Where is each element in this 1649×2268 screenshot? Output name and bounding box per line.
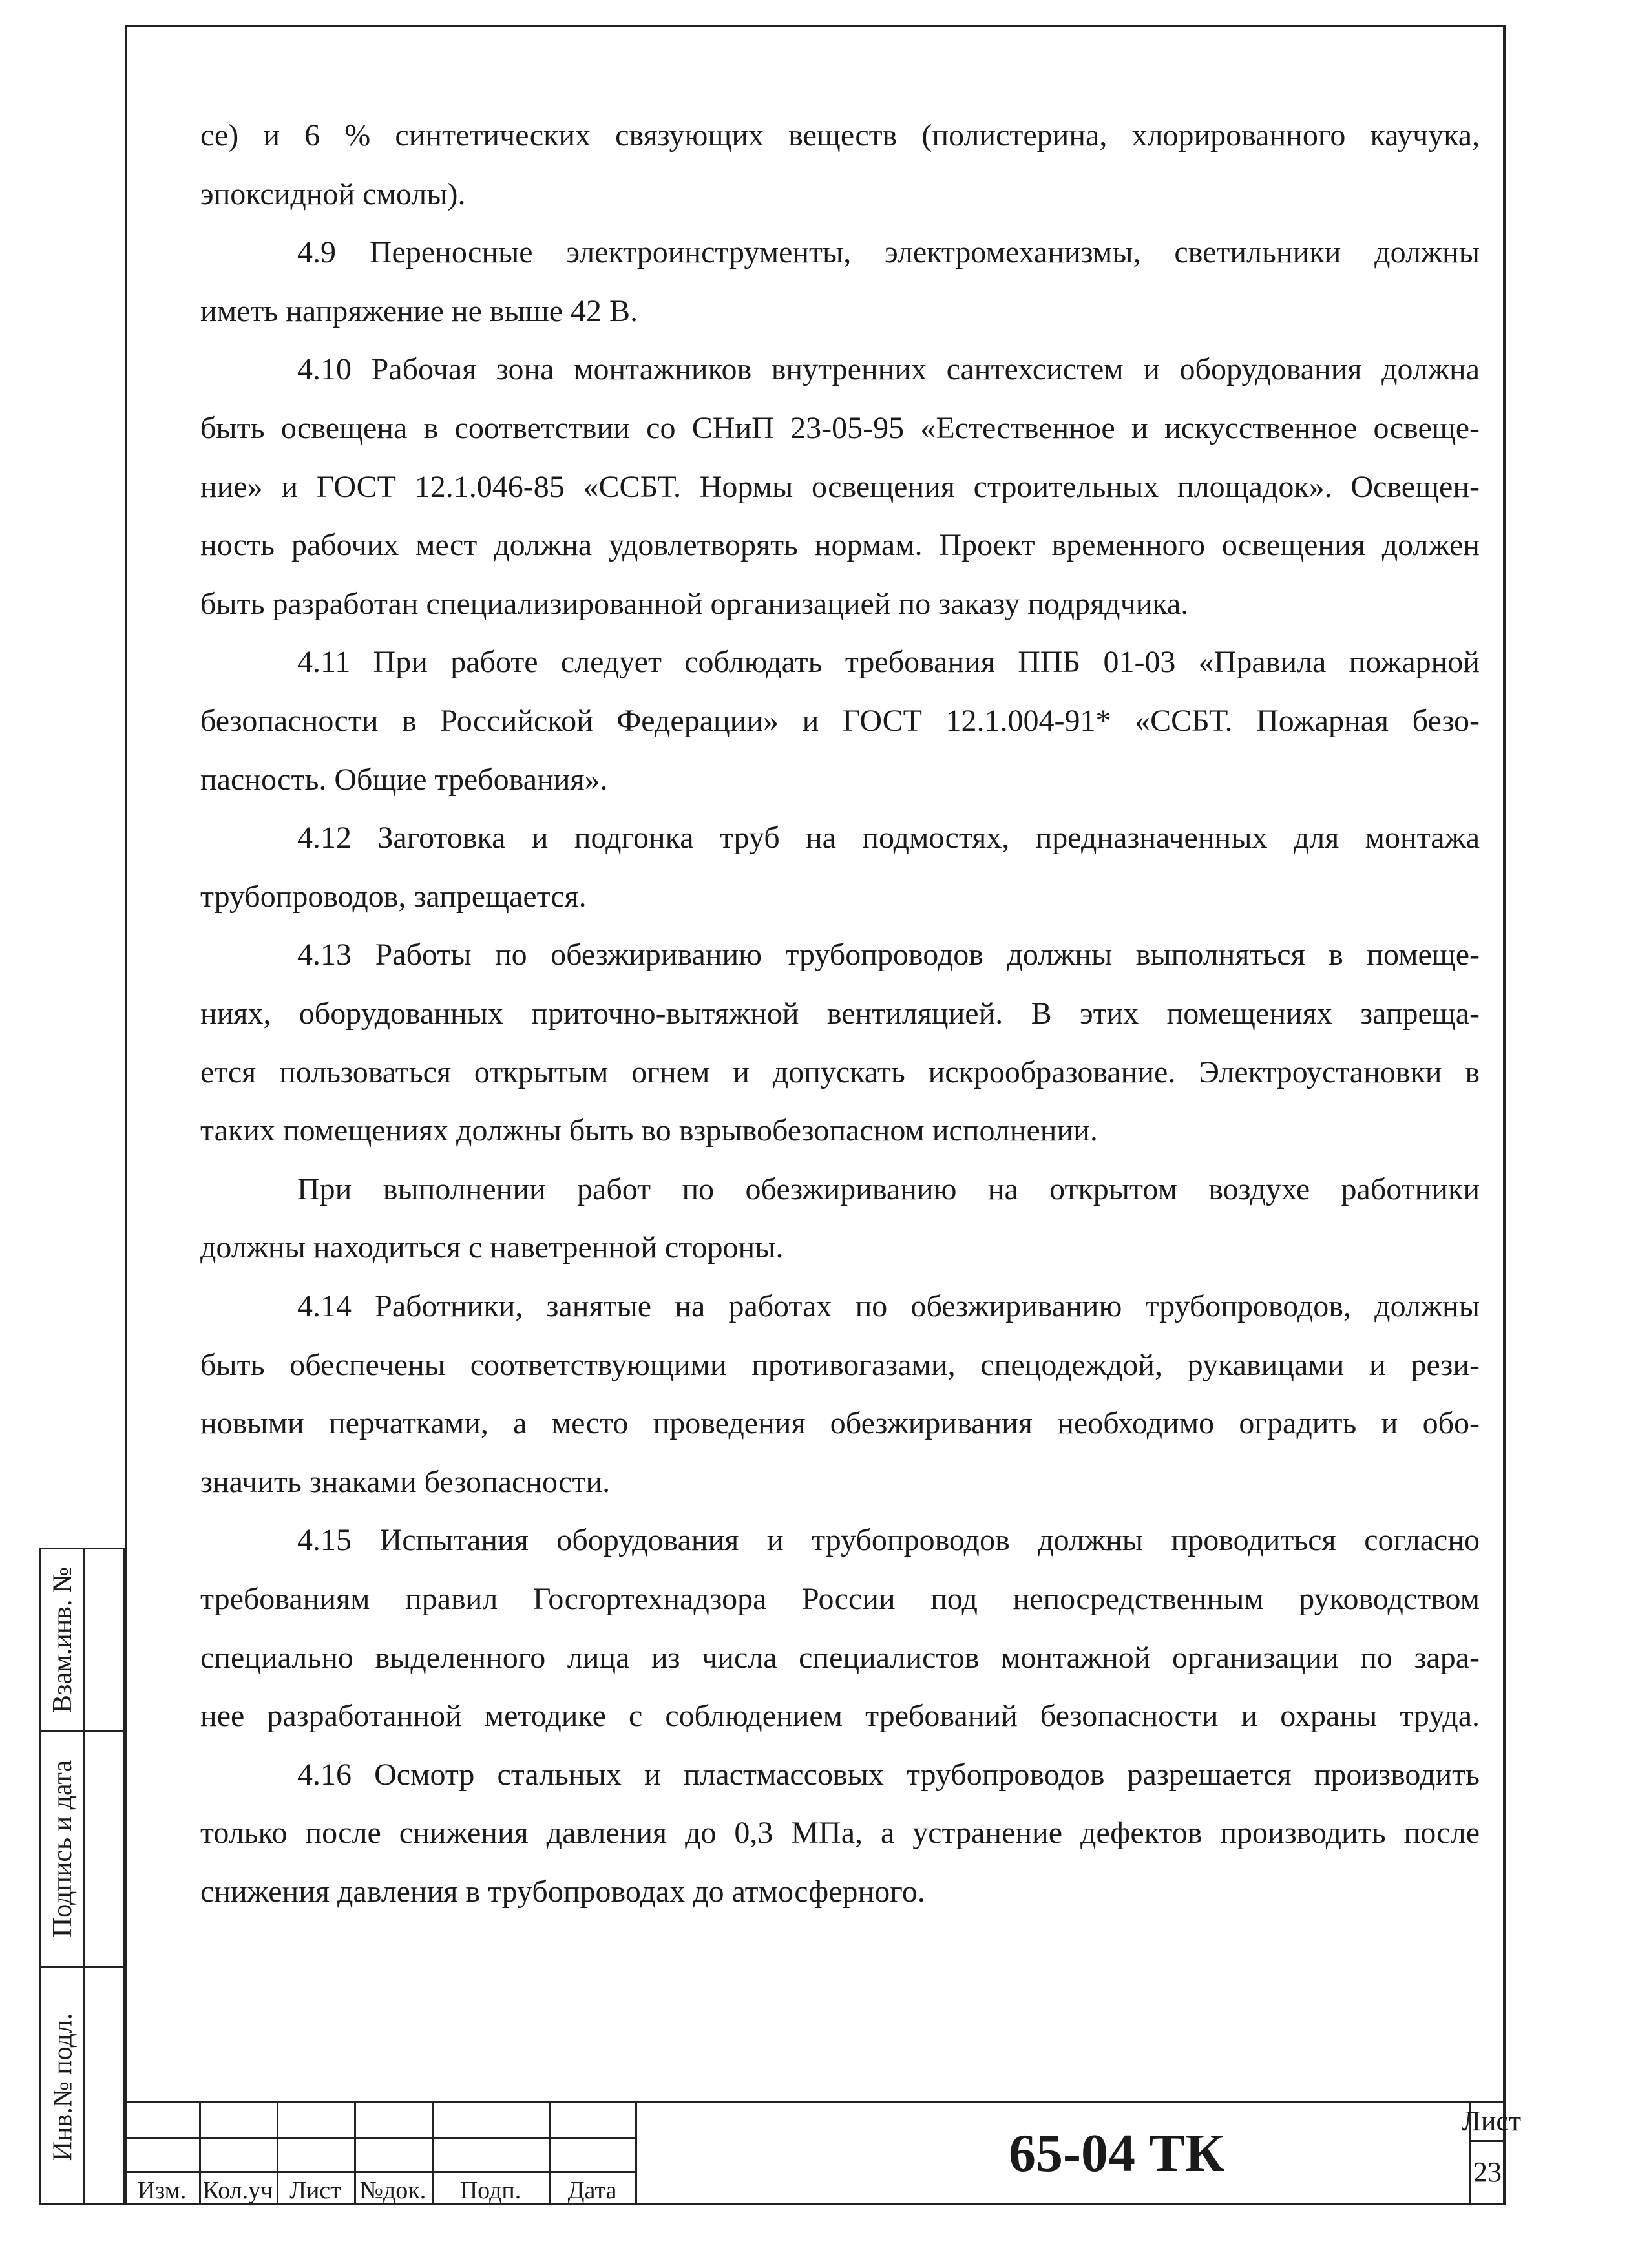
paragraph-first-line: 4.14 Работники, занятые на работах по обезжириванию трубопроводов, должны xyxy=(297,1289,1480,1323)
text-line: ность рабочих мест должна удовлетворять нормам. Проект временного освещения должен xyxy=(200,528,1480,562)
text-line: се) и 6 % синтетических связующих веществ (полистерина, хлорированного каучука, xyxy=(200,118,1480,152)
text-line: пасность. Общие требования». xyxy=(200,762,608,797)
inv-original-label: Инв.№ подл. xyxy=(48,2013,78,2161)
col-ndok: №док. xyxy=(359,2177,426,2204)
side-stamp xyxy=(39,1548,125,2205)
paragraph-first-line: 4.13 Работы по обезжириванию трубопроводов должны выполняться в помеще- xyxy=(297,938,1480,972)
text-line: нее разработанной методике с соблюдением требований безопасности и охраны труда. xyxy=(200,1699,1480,1733)
text-line: новыми перчатками, а место проведения обезжиривания необходимо оградить и обо- xyxy=(200,1406,1480,1440)
text-line: должны находиться с наветренной стороны. xyxy=(200,1230,784,1265)
text-line: ется пользоваться открытым огнем и допускать искрообразование. Электроустановки в xyxy=(200,1055,1480,1089)
title-block xyxy=(125,2101,1506,2205)
col-kol-uch: Кол.уч xyxy=(202,2177,273,2204)
paragraph-first-line: При выполнении работ по обезжириванию на открытом воздухе работники xyxy=(297,1172,1480,1206)
text-line: быть разработан специализированной организацией по заказу подрядчика. xyxy=(200,587,1189,621)
text-line: быть освещена в соответствии со СНиП 23-05-95 «Естественное и искусственное освеще- xyxy=(200,411,1480,445)
text-line: иметь напряжение не выше 42 В. xyxy=(200,294,638,328)
text-line: безопасности в Российской Федерации» и ГОСТ 12.1.004-91* «ССБТ. Пожарная безо- xyxy=(200,704,1480,738)
col-list: Лист xyxy=(289,2177,341,2204)
text-line: трубопроводов, запрещается. xyxy=(200,879,587,914)
paragraph-first-line: 4.15 Испытания оборудования и трубопроводов должны проводиться согласно xyxy=(297,1523,1480,1557)
text-line: требованиям правил Госгортехнадзора России под непосредственным руководством xyxy=(200,1582,1480,1616)
sheet-label: Лист xyxy=(1462,2105,1522,2137)
text-line: значить знаками безопасности. xyxy=(200,1465,611,1499)
signature-date-label: Подпись и дата xyxy=(48,1759,78,1937)
text-line: быть обеспечены соответствующими противогазами, спецодеждой, рукавицами и рези- xyxy=(200,1348,1480,1382)
text-line: эпоксидной смолы). xyxy=(200,177,466,211)
replace-inv-label: Взам.инв. № xyxy=(48,1566,78,1714)
col-izm: Изм. xyxy=(137,2177,187,2204)
text-line: ниях, оборудованных приточно-вытяжной вентиляцией. В этих помещениях запреща- xyxy=(200,996,1480,1031)
paragraph-first-line: 4.12 Заготовка и подгонка труб на подмостях, предназначенных для монтажа xyxy=(297,821,1480,855)
text-line: таких помещениях должны быть во взрывобезопасном исполнении. xyxy=(200,1113,1098,1148)
paragraph-first-line: 4.16 Осмотр стальных и пластмассовых трубопроводов разрешается производить xyxy=(297,1758,1480,1792)
text-line: ние» и ГОСТ 12.1.046-85 «ССБТ. Нормы освещения строительных площадок». Освещен- xyxy=(200,470,1480,504)
document-code: 65-04 ТК xyxy=(1009,2123,1224,2183)
text-line: только после снижения давления до 0,3 МПа, а устранение дефектов производить после xyxy=(200,1816,1480,1850)
sheet-number: 23 xyxy=(1473,2156,1502,2188)
col-data: Дата xyxy=(567,2177,617,2204)
paragraph-first-line: 4.9 Переносные электроинструменты, электромеханизмы, светильники должны xyxy=(297,235,1480,269)
paragraph-first-line: 4.10 Рабочая зона монтажников внутренних сантехсистем и оборудования должна xyxy=(297,352,1480,386)
text-line: специально выделенного лица из числа специалистов монтажной организации по зара- xyxy=(200,1641,1480,1675)
text-line: снижения давления в трубопроводах до атмосферного. xyxy=(200,1874,925,1909)
col-podp: Подп. xyxy=(459,2177,521,2204)
paragraph-first-line: 4.11 При работе следует соблюдать требования ППБ 01-03 «Правила пожарной xyxy=(297,645,1480,679)
